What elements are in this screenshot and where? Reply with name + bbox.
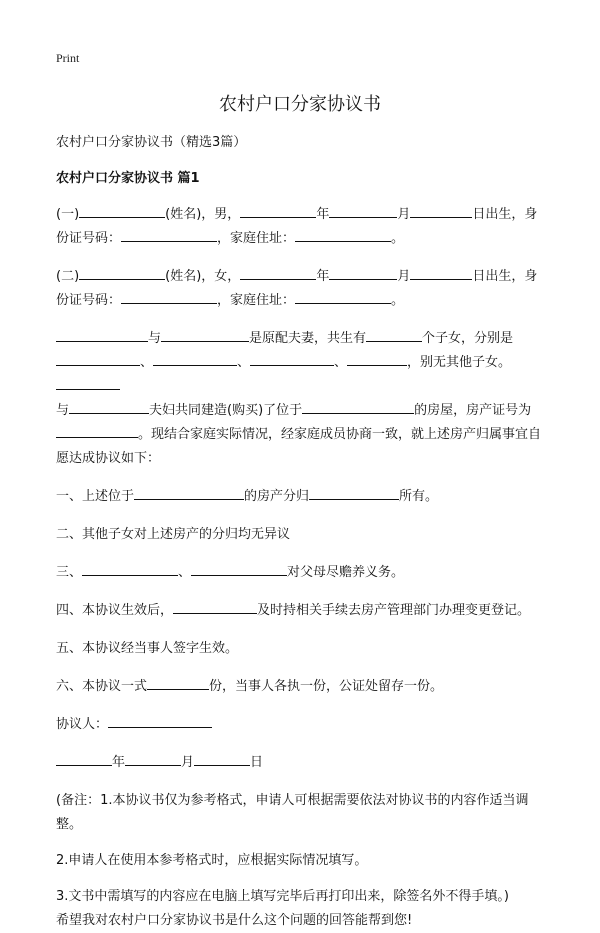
text: 夫妇共同建造(购买)了位于: [149, 403, 303, 418]
signer-line: [56, 713, 544, 737]
blank-year[interactable]: [56, 751, 112, 766]
text: (一): [56, 207, 80, 222]
text: 日出生，身: [472, 269, 538, 284]
note-two: 2.申请人在使用本参考格式时，应根据实际情况填写。: [56, 853, 368, 868]
date-line: [56, 751, 544, 775]
blank-child[interactable]: [191, 561, 287, 576]
print-link[interactable]: Print: [56, 51, 80, 65]
text: 、: [140, 355, 154, 370]
blank-husband[interactable]: [56, 327, 148, 342]
text: 、: [178, 565, 192, 580]
text: 份证号码：: [56, 293, 122, 308]
text: 日: [250, 755, 264, 770]
blank-party[interactable]: [173, 599, 257, 614]
blank-month[interactable]: [125, 751, 181, 766]
text: 。: [391, 231, 405, 246]
blank-month[interactable]: [329, 203, 397, 218]
clause-two: 二、其他子女对上述房产的分归均无异议: [56, 527, 291, 542]
document-subtitle: 农村户口分家协议书（精选3篇）: [56, 135, 247, 150]
blank-day[interactable]: [410, 265, 472, 280]
blank-child[interactable]: [153, 351, 237, 366]
blank-certificate-number[interactable]: [56, 423, 138, 438]
text: 年: [316, 207, 330, 222]
text: 月: [181, 755, 195, 770]
blank-year[interactable]: [240, 203, 316, 218]
blank-copies[interactable]: [147, 675, 209, 690]
text: 份证号码：: [56, 231, 122, 246]
blank-address[interactable]: [295, 227, 391, 242]
text: 。现结合家庭实际情况，经家庭成员协商一致，就上述房产归属事宜自愿达成协议如下：: [56, 427, 542, 466]
clause-one: [56, 485, 544, 509]
note-one: (备注：1.本协议书仅为参考格式，申请人可根据需要依法对协议书的内容作适当调整。: [56, 793, 529, 832]
blank-couple[interactable]: [56, 375, 120, 390]
clause-six: [56, 675, 544, 699]
text: 年: [316, 269, 330, 284]
blank-wife[interactable]: [161, 327, 249, 342]
text: 月: [397, 207, 411, 222]
property-paragraph: [56, 327, 544, 471]
text: 的房屋，房产证号为: [414, 403, 532, 418]
blank-name[interactable]: [79, 265, 165, 280]
clause-five: 五、本协议经当事人签字生效。: [56, 641, 239, 656]
blank-address[interactable]: [295, 289, 391, 304]
text: ，别无其他子女。: [407, 355, 512, 370]
party-one-paragraph: [56, 203, 544, 251]
clause-three: [56, 561, 544, 585]
note-three: 3.文书中需填写的内容应在电脑上填写完毕后再打印出来，除签名外不得手填。): [56, 889, 509, 904]
section-heading: 农村户口分家协议书 篇1: [56, 171, 200, 186]
blank-child[interactable]: [250, 351, 334, 366]
text: 、: [237, 355, 251, 370]
blank-child-count[interactable]: [366, 327, 422, 342]
text: 与: [56, 403, 70, 418]
text: 个子女，分别是: [422, 331, 514, 346]
text: 月: [397, 269, 411, 284]
text: 三、: [56, 565, 83, 580]
text: (二): [56, 269, 80, 284]
text: 。: [391, 293, 405, 308]
text: 与: [148, 331, 162, 346]
blank-location[interactable]: [134, 485, 244, 500]
text: 四、本协议生效后，: [56, 603, 174, 618]
text: 所有。: [399, 489, 439, 504]
text: 一、上述位于: [56, 489, 135, 504]
blank-child[interactable]: [347, 351, 407, 366]
blank-child[interactable]: [82, 561, 178, 576]
closing-text: 希望我对农村户口分家协议书是什么这个问题的回答能帮到您!: [56, 913, 413, 928]
blank-signature[interactable]: [108, 713, 212, 728]
blank-day[interactable]: [410, 203, 472, 218]
blank-id-number[interactable]: [121, 227, 217, 242]
text: 年: [112, 755, 126, 770]
text: (姓名)，男，: [165, 207, 241, 222]
signer-label: 协议人：: [56, 717, 109, 732]
text: 对父母尽赡养义务。: [287, 565, 405, 580]
blank-couple[interactable]: [69, 399, 149, 414]
document-title: 农村户口分家协议书: [219, 94, 381, 115]
blank-month[interactable]: [329, 265, 397, 280]
blank-property-location[interactable]: [302, 399, 414, 414]
text: ，家庭住址：: [217, 231, 296, 246]
text: 日出生，身: [472, 207, 538, 222]
text: 、: [334, 355, 348, 370]
blank-year[interactable]: [240, 265, 316, 280]
text: 是原配夫妻，共生有: [249, 331, 367, 346]
blank-owner[interactable]: [309, 485, 399, 500]
text: 的房产分归: [244, 489, 310, 504]
party-two-paragraph: [56, 265, 544, 313]
clause-four: [56, 599, 544, 623]
text: 份，当事人各执一份，公证处留存一份。: [209, 679, 444, 694]
text: 及时持相关手续去房产管理部门办理变更登记。: [257, 603, 531, 618]
blank-child[interactable]: [56, 351, 140, 366]
text: 六、本协议一式: [56, 679, 148, 694]
text: ，家庭住址：: [217, 293, 296, 308]
blank-name[interactable]: [79, 203, 165, 218]
text: (姓名)，女，: [165, 269, 241, 284]
blank-id-number[interactable]: [121, 289, 217, 304]
blank-day[interactable]: [194, 751, 250, 766]
